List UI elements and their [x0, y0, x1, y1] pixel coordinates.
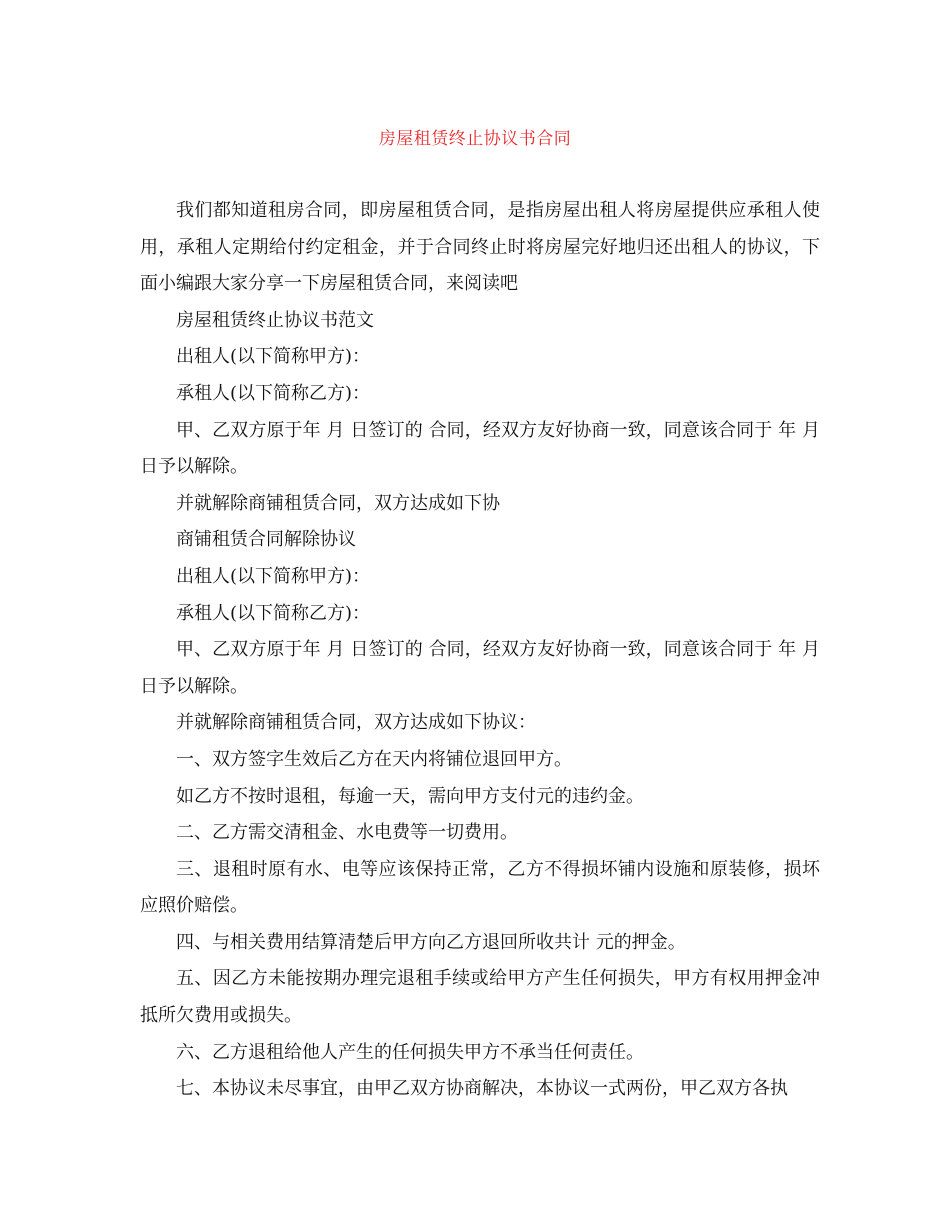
paragraph-termination-2: 甲、乙双方原于年 月 日签订的 合同，经双方友好协商一致，同意该合同于 年 月 日予以解除。	[140, 639, 820, 697]
paragraph-heading-sample: 房屋租赁终止协议书范文	[176, 309, 374, 331]
document-title: 房屋租赁终止协议书合同	[378, 129, 572, 149]
paragraph-lessee-2: 承租人(以下简称乙方)：	[176, 602, 371, 624]
paragraph-agreement-intro-2: 并就解除商铺租赁合同，双方达成如下协议：	[176, 712, 536, 734]
paragraph-lessor-2: 出租人(以下简称甲方)：	[176, 565, 371, 587]
clause-3: 三、退租时原有水、电等应该保持正常，乙方不得损坏铺内设施和原装修，损坏应照价赔偿。	[140, 858, 820, 917]
paragraph-termination: 甲、乙双方原于年 月 日签订的 合同，经双方友好协商一致，同意该合同于 年 月 日予以解除。	[140, 419, 820, 478]
paragraph-intro: 我们都知道租房合同，即房屋租赁合同，是指房屋出租人将房屋提供应承租人使用，承租人定期给付约定租金，并于合同终止时将房屋完好地归还出租人的协议，下面小编跟大家分享一下房屋租赁合同，来阅读吧	[140, 200, 820, 295]
clause-5: 五、因乙方未能按期办理完退租手续或给甲方产生任何损失，甲方有权用押金冲抵所欠费用或损失。	[140, 968, 820, 1027]
clause-1-penalty: 如乙方不按时退租，每逾一天，需向甲方支付元的违约金。	[176, 785, 644, 807]
clause-6: 六、乙方退租给他人产生的任何损失甲方不承当任何责任。	[176, 1041, 644, 1063]
paragraph-lessee: 承租人(以下简称乙方)：	[176, 382, 371, 404]
clause-1: 一、双方签字生效后乙方在天内将铺位退回甲方。	[176, 748, 572, 770]
clause-2: 二、乙方需交清租金、水电费等一切费用。	[176, 822, 518, 844]
paragraph-lessor: 出租人(以下简称甲方)：	[176, 346, 371, 368]
document-body	[140, 193, 820, 1108]
paragraph-agreement-intro: 并就解除商铺租赁合同，双方达成如下协	[176, 492, 500, 514]
clause-7: 七、本协议未尽事宜，由甲乙双方协商解决，本协议一式两份，甲乙双方各执	[176, 1078, 788, 1100]
clause-4: 四、与相关费用结算清楚后甲方向乙方退回所收共计 元的押金。	[176, 931, 686, 953]
paragraph-heading-shop: 商铺租赁合同解除协议	[176, 529, 356, 551]
